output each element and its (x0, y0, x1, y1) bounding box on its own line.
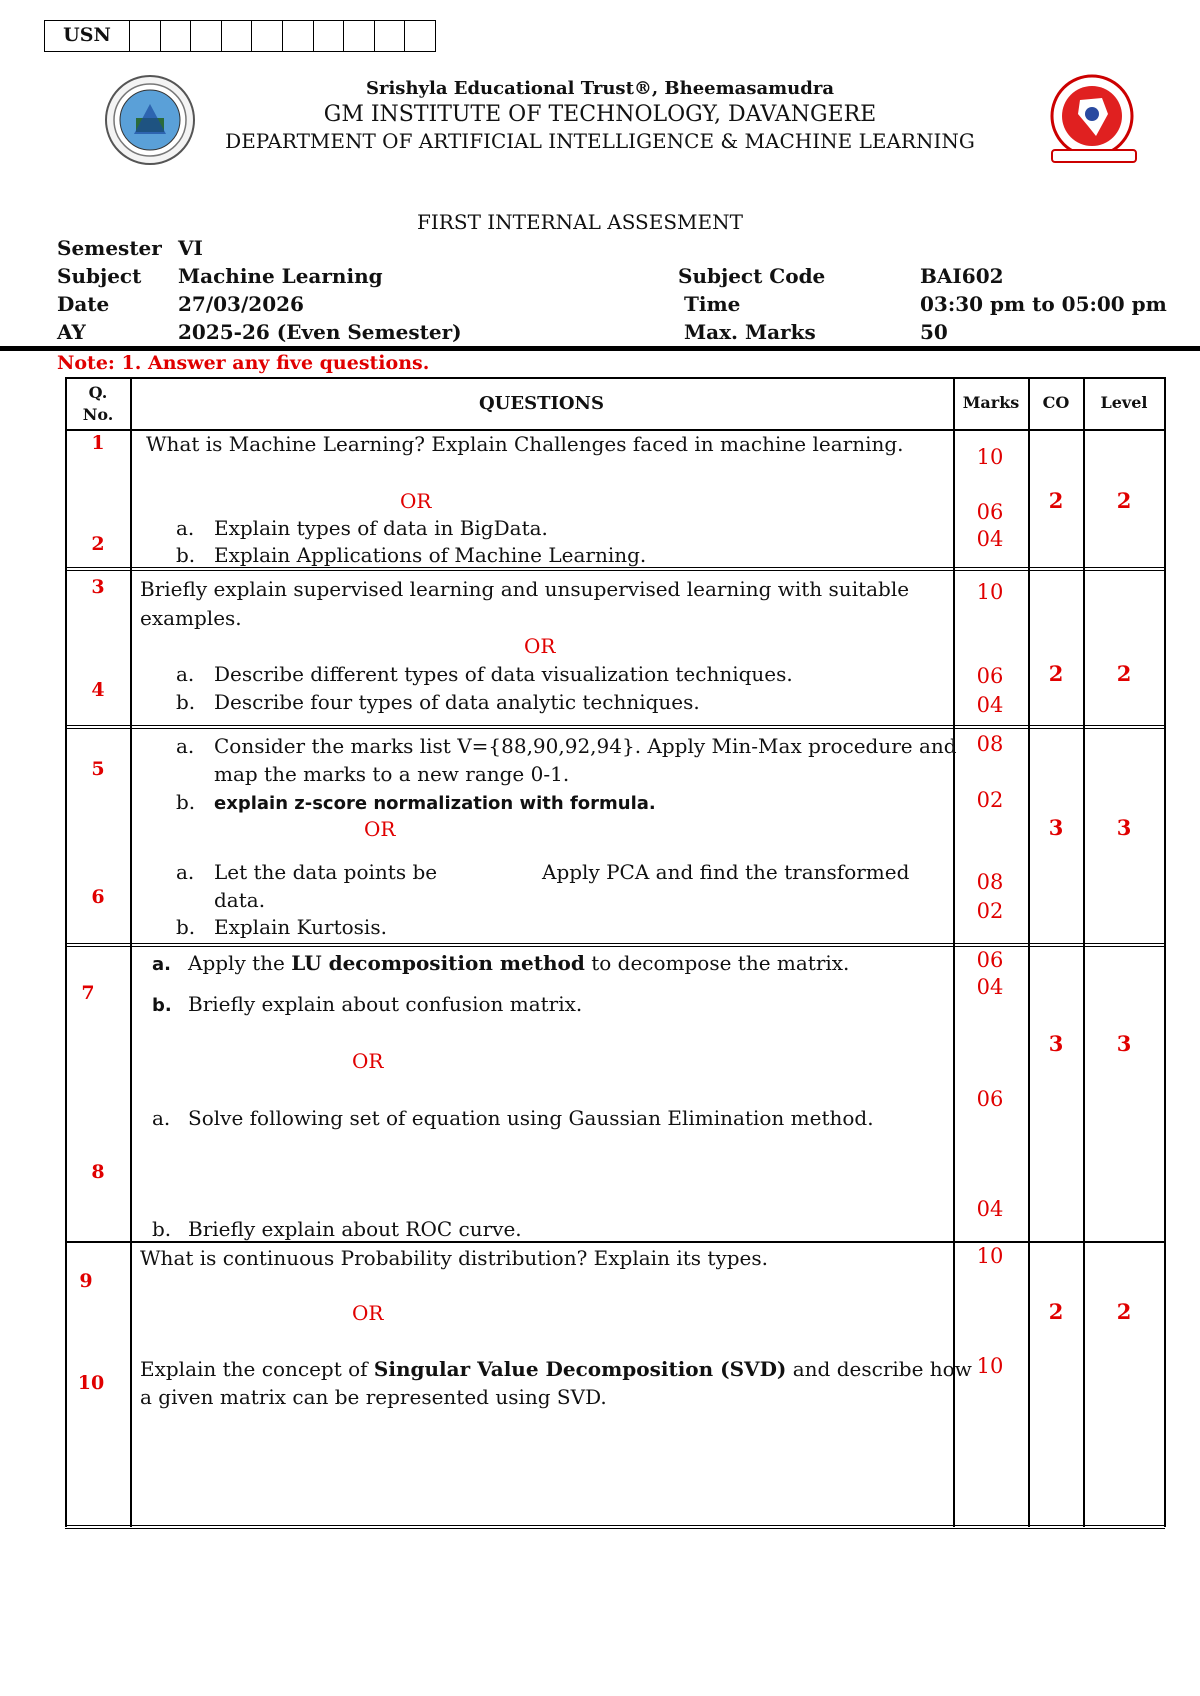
question-number: 7 (81, 982, 95, 1004)
table-rule (1028, 377, 1030, 1527)
sub-label: b. (152, 995, 172, 1016)
question-marks: 08 (976, 870, 1004, 894)
table-rule (1164, 377, 1166, 1527)
level-value: 3 (1116, 1031, 1132, 1056)
sub-label: a. (176, 860, 195, 884)
header-qno-line1: Q. (88, 383, 108, 402)
question-marks: 02 (976, 788, 1004, 812)
level-value: 2 (1116, 1299, 1132, 1324)
semester-value: VI (178, 236, 203, 260)
sub-question-text: to decompose the matrix. (584, 951, 850, 975)
question-number: 1 (91, 432, 105, 454)
question-text: examples. (140, 606, 242, 630)
table-rule (1083, 377, 1085, 1527)
level-value: 2 (1116, 488, 1132, 513)
table-rule (65, 1525, 1165, 1529)
header-marks: Marks (962, 393, 1020, 412)
co-value: 2 (1048, 661, 1064, 686)
ay-value: 2025-26 (Even Semester) (178, 320, 462, 344)
question-marks: 10 (976, 580, 1004, 604)
sub-label: b. (176, 690, 196, 714)
table-rule (65, 943, 1165, 947)
date-value: 27/03/2026 (178, 292, 304, 316)
time-label: Time (684, 292, 741, 316)
sub-question-text: Briefly explain about confusion matrix. (188, 992, 583, 1016)
sub-question (152, 949, 849, 979)
usn-cell (375, 21, 406, 51)
usn-cell (344, 21, 375, 51)
or-separator: OR (400, 489, 432, 513)
instructions-note: Note: 1. Answer any five questions. (57, 352, 430, 374)
question-marks: 10 (976, 1244, 1004, 1268)
sub-label: b. (152, 1217, 172, 1241)
question-marks: 06 (976, 500, 1004, 524)
question-marks: 06 (976, 1087, 1004, 1111)
table-rule (130, 377, 132, 1527)
sub-question-text: Explain types of data in BigData. (214, 516, 548, 540)
sub-question-text: explain z-score normalization with formula. (214, 793, 656, 814)
usn-cell (405, 21, 435, 51)
header-separator (0, 346, 1200, 351)
time-value: 03:30 pm to 05:00 pm (920, 292, 1167, 316)
or-separator: OR (352, 1049, 384, 1073)
question-marks: 04 (976, 1197, 1004, 1221)
sub-question (176, 732, 957, 760)
sub-question (176, 788, 656, 818)
question-number: 3 (91, 576, 105, 598)
institute-name: GM INSTITUTE OF TECHNOLOGY, DAVANGERE (323, 102, 877, 127)
header-questions: QUESTIONS (478, 393, 605, 414)
table-rule (65, 377, 1165, 379)
question-number: 10 (77, 1372, 105, 1394)
question-number: 8 (91, 1161, 105, 1183)
question-number: 5 (91, 758, 105, 780)
sub-question-text: Explain Applications of Machine Learning. (214, 543, 647, 567)
question-text-part: and describe how (786, 1357, 972, 1381)
sub-question (176, 913, 387, 941)
sub-question (176, 541, 646, 569)
sub-label: b. (176, 915, 196, 939)
level-value: 3 (1116, 815, 1132, 840)
question-marks: 10 (976, 1354, 1004, 1378)
sub-label: b. (176, 790, 196, 814)
usn-box (44, 20, 436, 52)
sub-label: a. (152, 954, 171, 975)
sub-question-text: Briefly explain about ROC curve. (188, 1217, 522, 1241)
question-number: 2 (91, 533, 105, 555)
sub-label: a. (176, 516, 195, 540)
sub-question-text: Explain Kurtosis. (214, 915, 387, 939)
co-value: 2 (1048, 1299, 1064, 1324)
question-marks: 08 (976, 732, 1004, 756)
question-marks: 04 (976, 975, 1004, 999)
sub-question (176, 660, 793, 688)
question-number: 9 (79, 1270, 93, 1292)
header-co: CO (1042, 393, 1070, 412)
usn-cell (222, 21, 253, 51)
question-marks: 04 (976, 527, 1004, 551)
sub-question (176, 514, 548, 542)
sub-label: a. (176, 734, 195, 758)
sub-label: b. (176, 543, 196, 567)
question-marks: 06 (976, 948, 1004, 972)
subject-code-label: Subject Code (678, 264, 826, 288)
semester-label: Semester (57, 236, 162, 260)
usn-label: USN (45, 21, 130, 51)
header-level: Level (1100, 393, 1148, 412)
sub-question (152, 1104, 874, 1132)
question-text (140, 1355, 972, 1383)
sub-question-text: Apply PCA and find the transformed (542, 860, 910, 884)
question-marks: 06 (976, 664, 1004, 688)
sub-question-emphasis: LU decomposition method (291, 951, 585, 975)
sub-question-text: Let the data points be (214, 860, 438, 884)
sub-question-text: data. (214, 888, 266, 912)
level-value: 2 (1116, 661, 1132, 686)
usn-cell (130, 21, 161, 51)
question-text-part: Explain the concept of (140, 1357, 374, 1381)
sub-label: a. (176, 662, 195, 686)
question-marks: 10 (976, 445, 1004, 469)
co-value: 3 (1048, 815, 1064, 840)
sub-question-text: Describe four types of data analytic techniques. (214, 690, 700, 714)
sub-question-text: map the marks to a new range 0-1. (214, 762, 570, 786)
subject-value: Machine Learning (178, 264, 383, 288)
question-emphasis: Singular Value Decomposition (SVD) (373, 1357, 787, 1381)
or-separator: OR (364, 817, 396, 841)
sub-question-text: Consider the marks list V={88,90,92,94}. Apply Min-Max procedure and (214, 734, 957, 758)
sub-question (176, 858, 437, 886)
max-marks-label: Max. Marks (684, 320, 816, 344)
exam-title: FIRST INTERNAL ASSESMENT (417, 210, 743, 234)
or-separator: OR (524, 634, 556, 658)
sub-question (152, 990, 582, 1020)
subject-code-value: BAI602 (920, 264, 1004, 288)
sub-question (176, 688, 700, 716)
question-marks: 04 (976, 693, 1004, 717)
usn-cell (191, 21, 222, 51)
usn-cell (283, 21, 314, 51)
sub-question (152, 1215, 522, 1243)
header-qno (66, 382, 130, 426)
max-marks-value: 50 (920, 320, 948, 344)
question-number: 4 (91, 679, 105, 701)
question-text: Briefly explain supervised learning and unsupervised learning with suitable (140, 577, 910, 601)
question-number: 6 (91, 886, 105, 908)
trust-name: Srishyla Educational Trust®, Bheemasamudra (365, 78, 834, 99)
sub-question-text: Describe different types of data visualization techniques. (214, 662, 793, 686)
header-qno-line2: No. (82, 405, 114, 424)
sub-label: a. (152, 1106, 171, 1130)
ay-label: AY (57, 320, 86, 344)
question-marks: 02 (976, 899, 1004, 923)
usn-cell (314, 21, 345, 51)
sub-question-text: Apply the (188, 951, 292, 975)
usn-cell (252, 21, 283, 51)
date-label: Date (57, 292, 110, 316)
question-text: a given matrix can be represented using SVD. (140, 1385, 607, 1409)
co-value: 2 (1048, 488, 1064, 513)
question-text: What is continuous Probability distribution? Explain its types. (140, 1246, 768, 1270)
sub-question-text: Solve following set of equation using Gaussian Elimination method. (188, 1106, 874, 1130)
usn-cell (161, 21, 192, 51)
co-value: 3 (1048, 1031, 1064, 1056)
question-text: What is Machine Learning? Explain Challenges faced in machine learning. (146, 432, 904, 456)
department-name: DEPARTMENT OF ARTIFICIAL INTELLIGENCE & MACHINE LEARNING (225, 129, 975, 153)
subject-label: Subject (57, 264, 142, 288)
table-rule (65, 725, 1165, 729)
or-separator: OR (352, 1301, 384, 1325)
